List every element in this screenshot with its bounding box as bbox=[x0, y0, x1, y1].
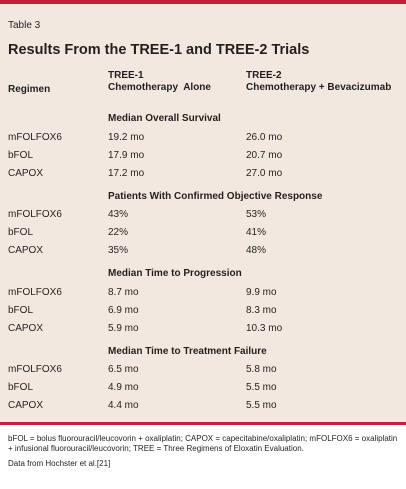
row-tree2-value: 41% bbox=[246, 227, 267, 238]
row-regimen: CAPOX bbox=[8, 323, 44, 334]
row-tree1-value: 8.7 mo bbox=[108, 287, 139, 298]
row-tree2-value: 10.3 mo bbox=[246, 323, 283, 334]
row-regimen: bFOL bbox=[8, 227, 34, 238]
table-title: Results From the TREE-1 and TREE-2 Trials bbox=[8, 42, 310, 58]
row-tree1-value: 22% bbox=[108, 227, 129, 238]
row-tree2-value: 5.5 mo bbox=[246, 400, 277, 411]
row-tree2-value: 53% bbox=[246, 209, 267, 220]
row-tree2-value: 48% bbox=[246, 245, 267, 256]
row-tree2-value: 5.8 mo bbox=[246, 364, 277, 375]
row-regimen: mFOLFOX6 bbox=[8, 209, 62, 220]
abbreviation-footnote: bFOL = bolus fluorouracil/leucovorin + oxaliplatin; CAPOX = capecitabine/oxaliplatin; mFOLFOX6 = oxaliplatin + infusional fluorouracil/leucovorin; TREE = Three Regimens of Eloxatin Evaluation. bbox=[8, 434, 398, 453]
row-tree2-value: 8.3 mo bbox=[246, 305, 277, 316]
row-tree1-value: 17.2 mo bbox=[108, 168, 145, 179]
row-tree1-value: 4.4 mo bbox=[108, 400, 139, 411]
section-title: Median Time to Treatment Failure bbox=[108, 346, 267, 357]
row-tree1-value: 6.9 mo bbox=[108, 305, 139, 316]
table-label: Table 3 bbox=[8, 20, 41, 31]
row-tree1-value: 6.5 mo bbox=[108, 364, 139, 375]
row-tree1-value: 43% bbox=[108, 209, 129, 220]
row-regimen: bFOL bbox=[8, 150, 34, 161]
table-notes bbox=[8, 434, 402, 469]
row-tree2-value: 26.0 mo bbox=[246, 132, 283, 143]
row-regimen: mFOLFOX6 bbox=[8, 132, 62, 143]
table-panel bbox=[0, 4, 406, 422]
column-header-tree2 bbox=[246, 70, 391, 94]
section-title: Median Time to Progression bbox=[108, 268, 242, 279]
row-regimen: CAPOX bbox=[8, 400, 44, 411]
row-tree1-value: 17.9 mo bbox=[108, 150, 145, 161]
section-title: Patients With Confirmed Objective Response bbox=[108, 191, 323, 202]
row-tree1-value: 19.2 mo bbox=[108, 132, 145, 143]
column-header-regimen: Regimen bbox=[8, 84, 51, 95]
column-header-tree1-arm: Chemotherapy Alone bbox=[108, 82, 211, 93]
column-header-tree1-trial: TREE-1 bbox=[108, 70, 144, 81]
column-header-tree2-arm: Chemotherapy + Bevacizumab bbox=[246, 82, 392, 93]
row-tree1-value: 4.9 mo bbox=[108, 382, 139, 393]
column-header-tree2-trial: TREE-2 bbox=[246, 70, 282, 81]
row-regimen: bFOL bbox=[8, 305, 34, 316]
row-tree1-value: 5.9 mo bbox=[108, 323, 139, 334]
row-tree2-value: 5.5 mo bbox=[246, 382, 277, 393]
row-regimen: mFOLFOX6 bbox=[8, 287, 62, 298]
column-header-tree1 bbox=[108, 70, 211, 94]
source-note: Data from Hochster et al.[21] bbox=[8, 459, 111, 468]
row-tree1-value: 35% bbox=[108, 245, 129, 256]
row-tree2-value: 20.7 mo bbox=[246, 150, 283, 161]
row-tree2-value: 27.0 mo bbox=[246, 168, 283, 179]
row-regimen: bFOL bbox=[8, 382, 34, 393]
row-regimen: CAPOX bbox=[8, 168, 44, 179]
row-regimen: CAPOX bbox=[8, 245, 44, 256]
bottom-rule bbox=[0, 422, 406, 425]
section-title: Median Overall Survival bbox=[108, 113, 221, 124]
row-tree2-value: 9.9 mo bbox=[246, 287, 277, 298]
row-regimen: mFOLFOX6 bbox=[8, 364, 62, 375]
